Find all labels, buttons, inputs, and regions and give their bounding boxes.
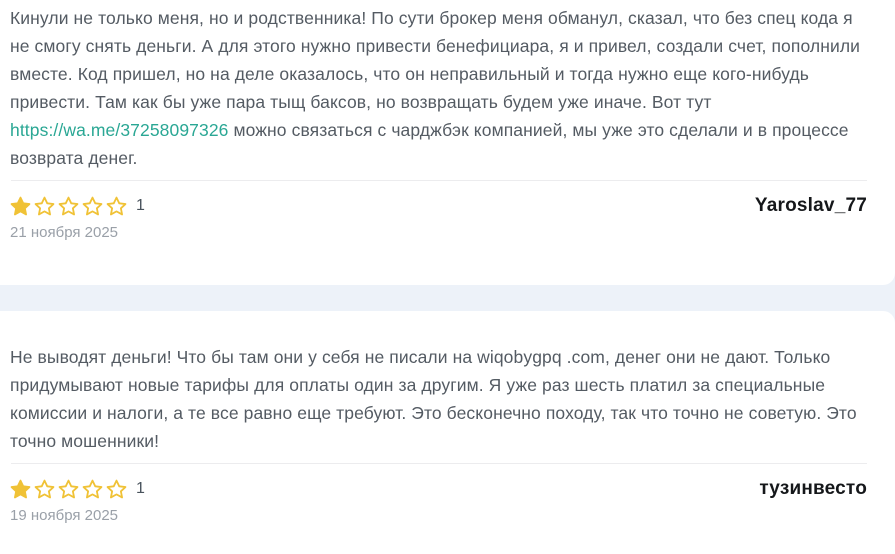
review-card (0, 311, 895, 554)
review-text-before-link: Не выводят деньги! Что бы там они у себя не писали на wiqobygpq .com, денег они не дают. Только придумывают новые тарифы для оплаты один за другим. Я уже раз шесть платил за специальные комиссии и налоги, а те все равно еще требуют. Это бесконечно походу, так что точно не советую. Это точно мошенники! (10, 347, 857, 451)
star-icon (58, 196, 79, 217)
review-text-after-link: можно связаться с чарджбэк компанией, мы уже это сделали и в процессе возврата денег. (10, 120, 849, 168)
star-icons (10, 196, 127, 217)
rating-row (10, 195, 867, 217)
rating-count: 1 (136, 480, 145, 497)
star-icons (10, 479, 127, 500)
star-icon (82, 196, 103, 217)
star-icon (10, 196, 31, 217)
review-date: 19 ноября 2025 (10, 507, 119, 524)
review-text (10, 4, 867, 172)
author-name: Yaroslav_77 (754, 195, 867, 216)
divider (11, 463, 867, 464)
author-name: тузинвесто (759, 478, 867, 499)
star-icon (106, 479, 127, 500)
star-rating (10, 479, 145, 500)
review-text (10, 343, 867, 455)
rating-row (10, 478, 867, 500)
star-icon (58, 479, 79, 500)
star-rating (10, 196, 145, 217)
review-link[interactable]: https://wa.me/37258097326 (10, 120, 229, 140)
rating-count: 1 (136, 197, 145, 214)
review-date: 21 ноября 2025 (10, 224, 119, 241)
star-icon (82, 479, 103, 500)
star-icon (10, 479, 31, 500)
star-icon (106, 196, 127, 217)
review-text-before-link: Кинули не только меня, но и родственника! По сути брокер меня обманул, сказал, что без спец кода я не смогу снять деньги. А для этого нужно привести бенефициара, я и привел, создали счет, пополнили вместе. Код пришел, но на деле оказалось, что он неправильный и тогда нужно еще кого-нибудь привести. Там как бы уже пара тыщ баксов, но возвращать будем уже иначе. Вот тут (10, 8, 861, 112)
star-icon (34, 196, 55, 217)
divider (11, 180, 867, 181)
star-icon (34, 479, 55, 500)
